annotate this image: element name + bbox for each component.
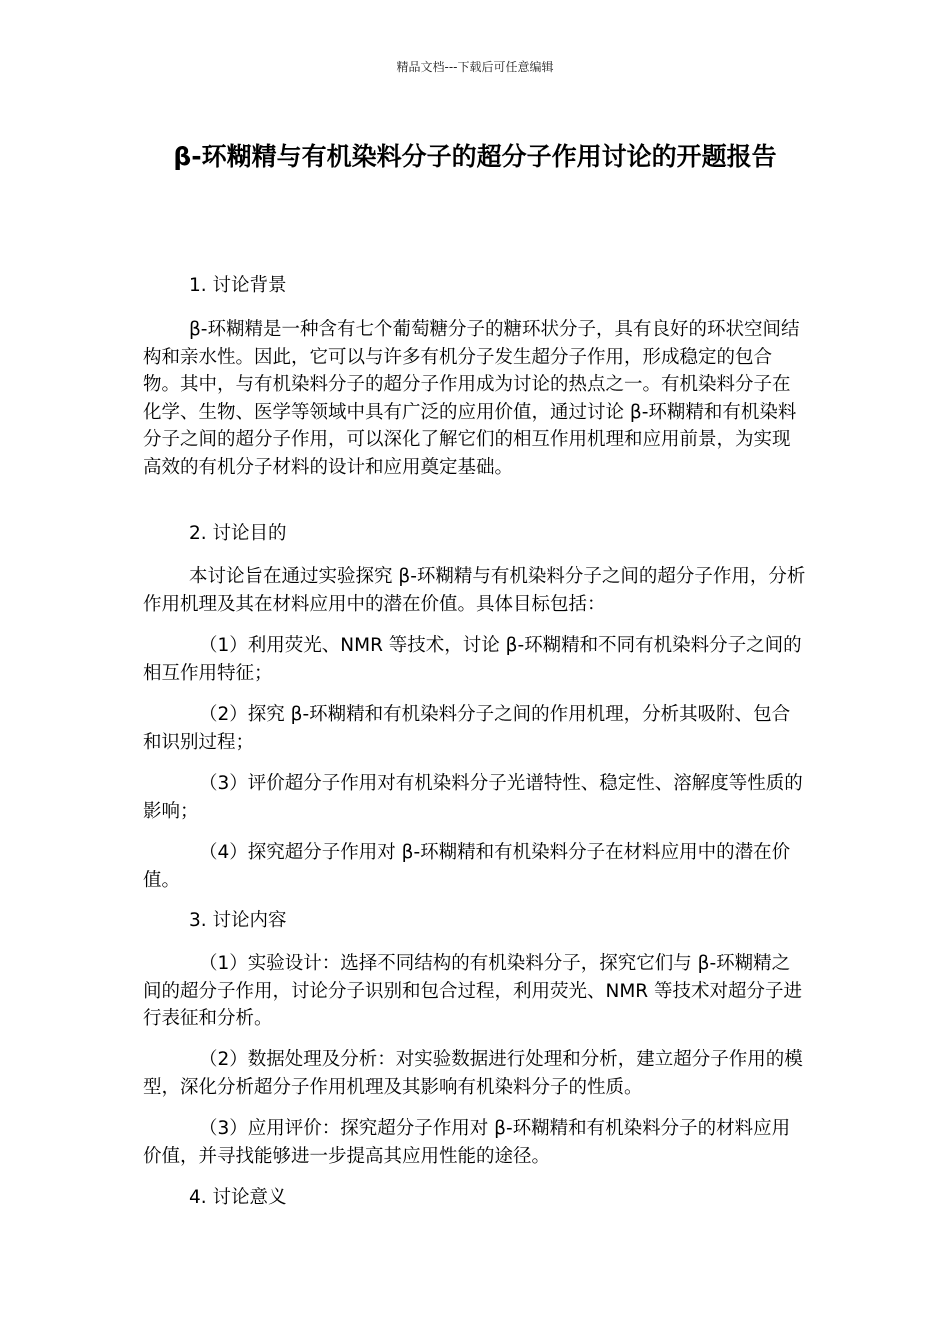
content-item-3: （3）应用评价：探究超分子作用对 β-环糊精和有机染料分子的材料应用价值，并寻找能够进一步提高其应用性能的途径。 bbox=[143, 1118, 791, 1167]
purpose-item-1: （1）利用荧光、NMR 等技术，讨论 β-环糊精和不同有机染料分子之间的相互作用特征； bbox=[143, 635, 802, 684]
header-note: 精品文档---下载后可任意编辑 bbox=[396, 60, 554, 74]
paragraph-background: β-环糊精是一种含有七个葡萄糖分子的糖环状分子，具有良好的环状空间结构和亲水性。因此，它可以与许多有机分子发生超分子作用，形成稳定的包合物。其中，与有机染料分子的超分子作用成为讨论的热点之一。有机染料分子在化学、生物、医学等领域中具有广泛的应用价值，通过讨论 β-环糊精和有机染料分子之间的超分子作用，可以深化了解它们的相互作用机理和应用前景，为实现高效的有机分子材料的设计和应用奠定基础。 bbox=[143, 319, 800, 478]
section-heading-1: 1. 讨论背景 bbox=[189, 275, 287, 296]
section-heading-4: 4. 讨论意义 bbox=[189, 1187, 287, 1208]
paragraph-purpose: 本讨论旨在通过实验探究 β-环糊精与有机染料分子之间的超分子作用，分析作用机理及其在材料应用中的潜在价值。具体目标包括： bbox=[143, 566, 806, 615]
content-item-2: （2）数据处理及分析：对实验数据进行处理和分析，建立超分子作用的模型，深化分析超分子作用机理及其影响有机染料分子的性质。 bbox=[143, 1049, 803, 1098]
document-title: β-环糊精与有机染料分子的超分子作用讨论的开题报告 bbox=[173, 142, 777, 171]
purpose-item-2: （2）探究 β-环糊精和有机染料分子之间的作用机理，分析其吸附、包合和识别过程； bbox=[143, 704, 791, 753]
content-item-1: （1）实验设计：选择不同结构的有机染料分子，探究它们与 β-环糊精之间的超分子作用，讨论分子识别和包合过程，利用荧光、NMR 等技术对超分子进行表征和分析。 bbox=[143, 953, 803, 1029]
section-heading-3: 3. 讨论内容 bbox=[189, 910, 287, 931]
purpose-item-4: （4）探究超分子作用对 β-环糊精和有机染料分子在材料应用中的潜在价值。 bbox=[143, 842, 791, 891]
purpose-item-3: （3）评价超分子作用对有机染料分子光谱特性、稳定性、溶解度等性质的影响； bbox=[143, 773, 803, 822]
section-heading-2: 2. 讨论目的 bbox=[189, 523, 287, 544]
